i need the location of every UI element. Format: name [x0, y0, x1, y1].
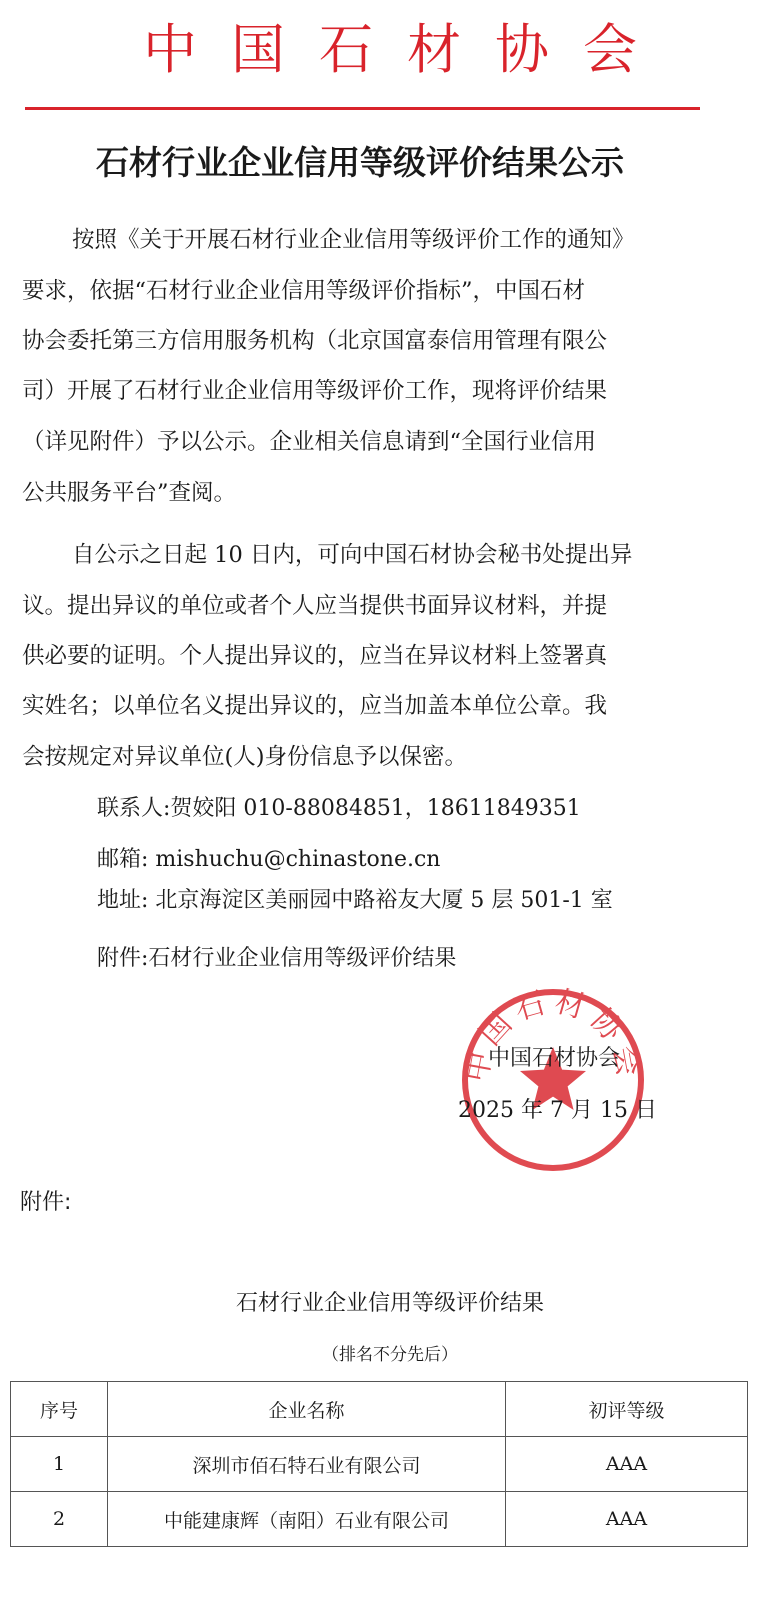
table-row	[11, 1437, 748, 1492]
table-subtitle: （排名不分先后）	[322, 1345, 458, 1365]
row-index: 2	[11, 1492, 108, 1547]
paragraph-line: 议。提出异议的单位或者个人应当提供书面异议材料，并提	[22, 593, 608, 619]
results-table	[10, 1381, 748, 1547]
contact-person: 联系人:贺姣阳 010-88084851，18611849351	[97, 796, 581, 821]
paragraph-line: （详见附件）予以公示。企业相关信息请到“全国行业信用	[22, 429, 597, 455]
paragraph-line: 供必要的证明。个人提出异议的，应当在异议材料上签署真	[22, 643, 608, 669]
row-grade: AAA	[506, 1492, 748, 1547]
signature-org: 中国石材协会	[488, 1046, 621, 1071]
org-masthead: 中国石材协会	[143, 18, 671, 81]
row-index: 1	[11, 1437, 108, 1492]
paragraph-line: 会按规定对异议单位(人)身份信息予以保密。	[22, 744, 468, 770]
attachment-heading: 附件:	[20, 1190, 72, 1215]
table-title: 石材行业企业信用等级评价结果	[235, 1291, 544, 1316]
paragraph-line: 自公示之日起 10 日内，可向中国石材协会秘书处提出异	[72, 542, 633, 568]
contact-email: 邮箱: mishuchu@chinastone.cn	[97, 847, 441, 872]
column-header-company: 企业名称	[108, 1382, 506, 1437]
column-header-index: 序号	[11, 1382, 108, 1437]
paragraph-line: 实姓名；以单位名义提出异议的，应当加盖本单位公章。我	[22, 693, 608, 719]
contact-address: 地址: 北京海淀区美丽园中路裕友大厦 5 层 501-1 室	[97, 888, 613, 913]
table-row	[11, 1492, 748, 1547]
official-seal	[458, 985, 648, 1175]
table-header-row	[11, 1382, 748, 1437]
paragraph-line: 公共服务平台”查阅。	[22, 480, 237, 506]
document-title: 石材行业企业信用等级评价结果公示	[96, 143, 624, 182]
paragraph-line: 司）开展了石材行业企业信用等级评价工作，现将评价结果	[22, 378, 608, 404]
row-company: 中能建康辉（南阳）石业有限公司	[108, 1492, 506, 1547]
row-company: 深圳市佰石特石业有限公司	[108, 1437, 506, 1492]
paragraph-line: 按照《关于开展石材行业企业信用等级评价工作的通知》	[72, 227, 635, 253]
row-grade: AAA	[506, 1437, 748, 1492]
header-divider	[25, 107, 700, 110]
column-header-grade: 初评等级	[506, 1382, 748, 1437]
attachment-reference: 附件:石材行业企业信用等级评价结果	[97, 946, 457, 971]
paragraph-line: 要求，依据“石材行业企业信用等级评价指标”，中国石材	[22, 278, 586, 304]
signature-date: 2025 年 7 月 15 日	[458, 1098, 657, 1123]
seal-text: 中国石材协会	[459, 985, 647, 1085]
paragraph-line: 协会委托第三方信用服务机构（北京国富泰信用管理有限公	[22, 328, 608, 354]
